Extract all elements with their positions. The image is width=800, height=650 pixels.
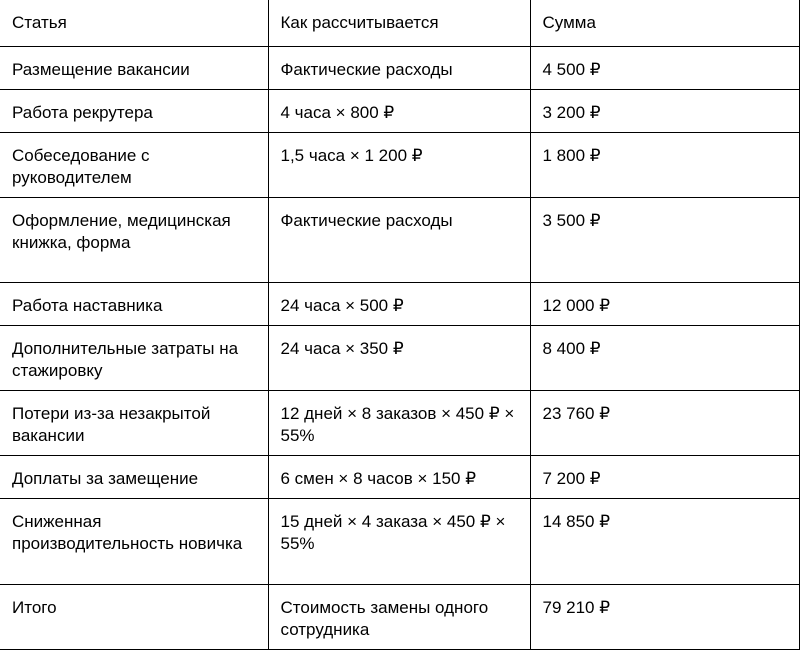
cell-calculation: 4 часа × 800 ₽ xyxy=(268,89,530,132)
cell-amount: 3 500 ₽ xyxy=(530,197,799,282)
cell-calculation: 12 дней × 8 заказов × 450 ₽ × 55% xyxy=(268,390,530,455)
cell-item: Доплаты за замещение xyxy=(0,455,268,498)
cell-item: Сниженная производительность новичка xyxy=(0,498,268,584)
cell-calculation: 24 часа × 350 ₽ xyxy=(268,325,530,390)
cell-item: Работа наставника xyxy=(0,282,268,325)
table-row xyxy=(0,455,799,498)
table-row xyxy=(0,390,799,455)
cell-amount: 4 500 ₽ xyxy=(530,46,799,89)
cell-total-label: Итого xyxy=(0,584,268,649)
column-header-item: Статья xyxy=(0,0,268,46)
cell-amount: 23 760 ₽ xyxy=(530,390,799,455)
cell-amount: 12 000 ₽ xyxy=(530,282,799,325)
table-row xyxy=(0,46,799,89)
cell-amount: 1 800 ₽ xyxy=(530,132,799,197)
cell-calculation: Фактические расходы xyxy=(268,46,530,89)
cell-item: Размещение вакансии xyxy=(0,46,268,89)
table-row xyxy=(0,197,799,282)
table-header-row xyxy=(0,0,799,46)
table-row xyxy=(0,282,799,325)
cell-calculation: 6 смен × 8 часов × 150 ₽ xyxy=(268,455,530,498)
cell-total-amount: 79 210 ₽ xyxy=(530,584,799,649)
cell-total-calculation: Стоимость замены одного сотрудника xyxy=(268,584,530,649)
table-row xyxy=(0,498,799,584)
column-header-amount: Сумма xyxy=(530,0,799,46)
cell-calculation: 1,5 часа × 1 200 ₽ xyxy=(268,132,530,197)
cell-calculation: 24 часа × 500 ₽ xyxy=(268,282,530,325)
column-header-calculation: Как рассчитывается xyxy=(268,0,530,46)
cell-calculation: Фактические расходы xyxy=(268,197,530,282)
cell-item: Потери из-за незакрытой вакансии xyxy=(0,390,268,455)
cell-item: Собеседование с руководителем xyxy=(0,132,268,197)
cell-amount: 7 200 ₽ xyxy=(530,455,799,498)
cell-item: Дополнительные затраты на стажировку xyxy=(0,325,268,390)
cell-amount: 8 400 ₽ xyxy=(530,325,799,390)
cell-amount: 3 200 ₽ xyxy=(530,89,799,132)
table-total-row xyxy=(0,584,799,649)
cell-item: Работа рекрутера xyxy=(0,89,268,132)
cell-amount: 14 850 ₽ xyxy=(530,498,799,584)
cell-calculation: 15 дней × 4 заказа × 450 ₽ × 55% xyxy=(268,498,530,584)
table-row xyxy=(0,132,799,197)
table-row xyxy=(0,89,799,132)
table-row xyxy=(0,325,799,390)
cell-item: Оформление, медицинская книжка, форма xyxy=(0,197,268,282)
